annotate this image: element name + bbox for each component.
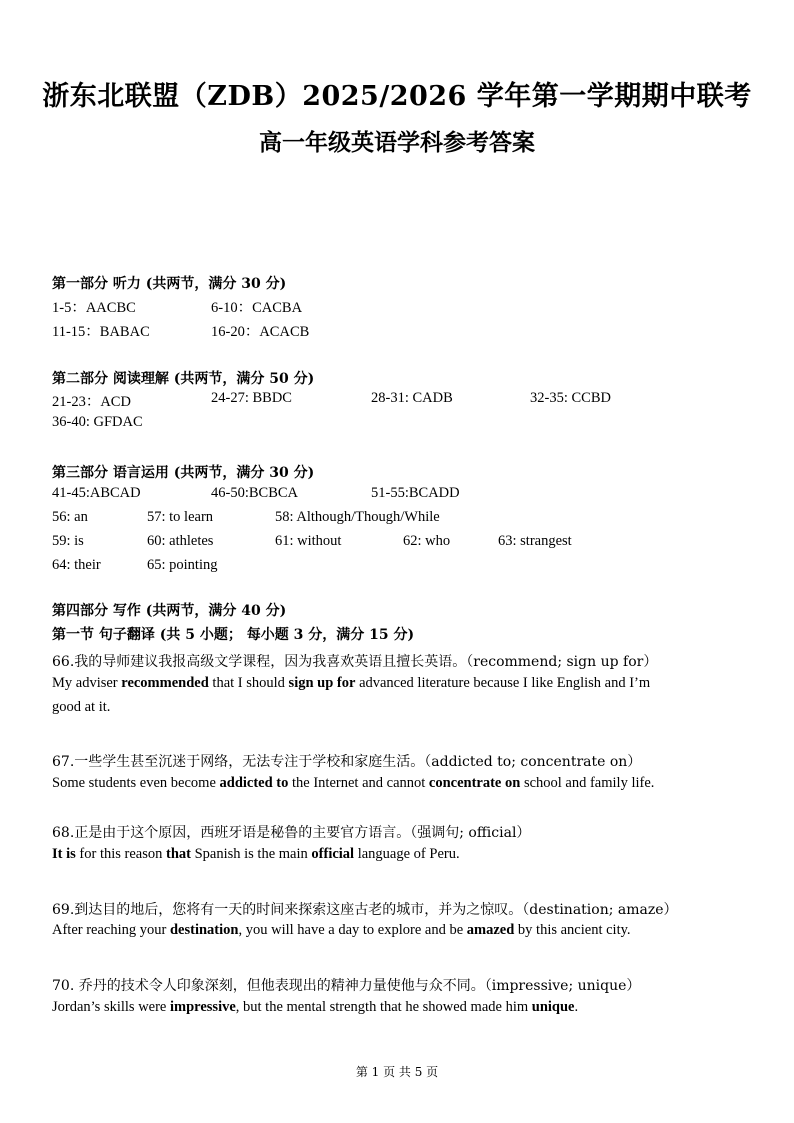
answer-group: 28-31: CADB bbox=[371, 390, 453, 406]
answer-group: 11-15：BABAC bbox=[52, 324, 150, 340]
answer-66: My adviser recommended that I should sign up for advanced literature because I like English and I’m bbox=[52, 675, 651, 691]
part4-header: 第四部分 写作 (共两节，满分 40 分) bbox=[52, 603, 287, 619]
answer-group: 51-55:BCADD bbox=[371, 485, 460, 501]
answer-group: 46-50:BCBCA bbox=[211, 485, 299, 501]
answer-group: 36-40: GFDAC bbox=[52, 414, 143, 430]
document-subtitle: 高一年级英语学科参考答案 bbox=[259, 129, 535, 156]
document-title: 浙东北联盟（ZDB）2025/2026 学年第一学期期中联考 bbox=[42, 81, 752, 112]
question-69: 69.到达目的地后，您将有一天的时间来探索这座古老的城市，并为之惊叹。（destination; amaze） bbox=[52, 902, 678, 918]
section1-header: 第一节 句子翻译 (共 5 小题； 每小题 3 分，满分 15 分) bbox=[52, 627, 415, 643]
answer-item: 59: is bbox=[52, 533, 84, 549]
answer-group: 1-5：AACBC bbox=[52, 300, 136, 316]
answer-70: Jordan’s skills were impressive, but the mental strength that he showed made him unique. bbox=[52, 999, 579, 1015]
answer-69: After reaching your destination, you will have a day to explore and be amazed by this ancient city. bbox=[52, 922, 631, 938]
question-70: 70. 乔丹的技术令人印象深刻，但他表现出的精神力量使他与众不同。（impressive; unique） bbox=[52, 978, 641, 994]
answer-item: 60: athletes bbox=[147, 533, 214, 549]
answer-item: 65: pointing bbox=[147, 557, 218, 573]
page-number: 第 1 页 共 5 页 bbox=[355, 1065, 439, 1079]
question-68: 68.正是由于这个原因，西班牙语是秘鲁的主要官方语言。（强调句; official） bbox=[52, 825, 531, 841]
answer-item: 56: an bbox=[52, 509, 88, 525]
question-67: 67.一些学生甚至沉迷于网络，无法专注于学校和家庭生活。（addicted to; concentrate on） bbox=[52, 754, 642, 770]
part3-header: 第三部分 语言运用 (共两节，满分 30 分) bbox=[52, 465, 315, 481]
answer-group: 6-10：CACBA bbox=[211, 300, 303, 316]
answer-item: 61: without bbox=[275, 533, 342, 549]
answer-group: 32-35: CCBD bbox=[530, 390, 611, 406]
answer-66-line2: good at it. bbox=[52, 699, 111, 715]
question-66: 66.我的导师建议我报高级文学课程，因为我喜欢英语且擅长英语。（recommend; sign up for） bbox=[52, 654, 658, 670]
answer-item: 62: who bbox=[403, 533, 451, 549]
answer-item: 63: strangest bbox=[498, 533, 572, 549]
answer-item: 58: Although/Though/While bbox=[275, 509, 440, 525]
answer-group: 41-45:ABCAD bbox=[52, 485, 141, 501]
answer-group: 21-23：ACD bbox=[52, 394, 131, 410]
part2-header: 第二部分 阅读理解 (共两节，满分 50 分) bbox=[52, 371, 315, 387]
answer-group: 16-20：ACACB bbox=[211, 324, 310, 340]
answer-item: 64: their bbox=[52, 557, 101, 573]
answer-68: It is for this reason that Spanish is the main official language of Peru. bbox=[52, 846, 460, 862]
part1-header: 第一部分 听力 (共两节，满分 30 分) bbox=[52, 276, 287, 292]
answer-group: 24-27: BBDC bbox=[211, 390, 292, 406]
answer-item: 57: to learn bbox=[147, 509, 214, 525]
answer-67: Some students even become addicted to the Internet and cannot concentrate on school and family life. bbox=[52, 775, 655, 791]
